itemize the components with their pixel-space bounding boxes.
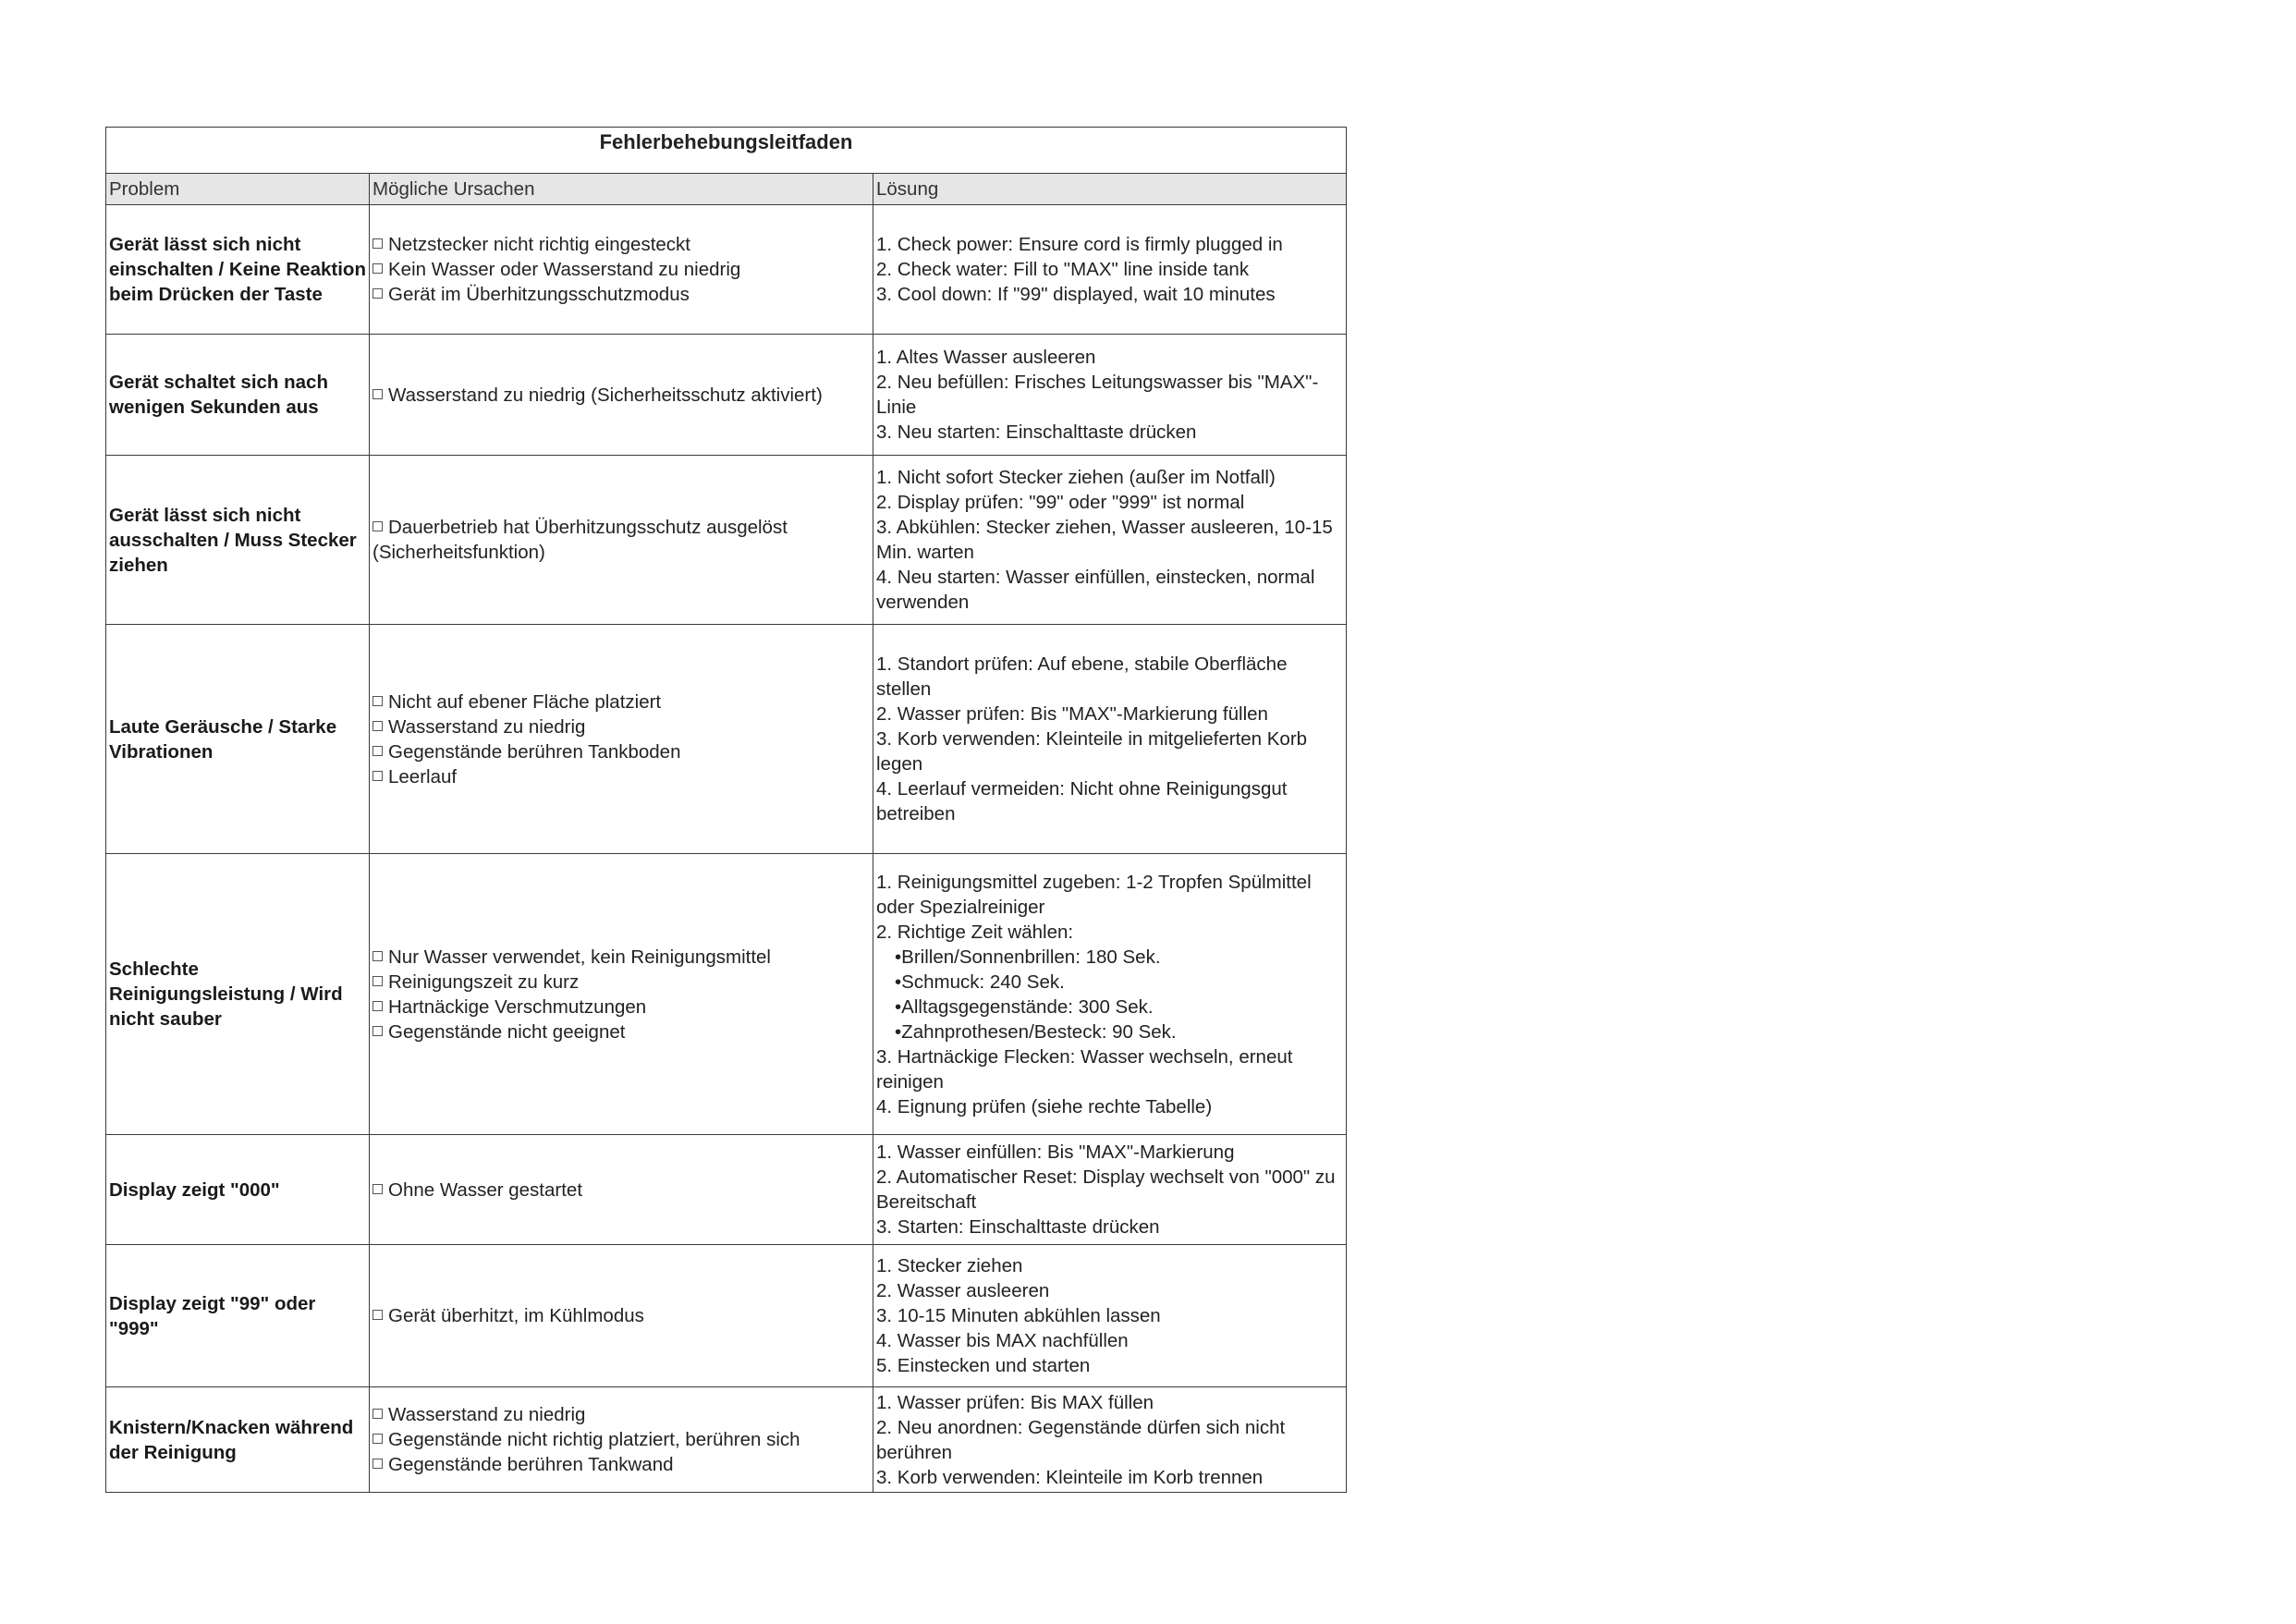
solution-step: 1. Wasser prüfen: Bis MAX füllen xyxy=(876,1391,1154,1413)
checkbox-square-icon xyxy=(372,238,383,249)
cause-text: Nicht auf ebener Fläche platziert xyxy=(388,690,662,713)
solution-cell xyxy=(873,1387,1347,1493)
checkbox-square-icon xyxy=(372,746,383,756)
table-row xyxy=(106,1387,1347,1493)
solution-cell xyxy=(873,205,1347,335)
problem-cell: Display zeigt "000" xyxy=(106,1135,370,1245)
causes-cell xyxy=(370,1387,873,1493)
solution-step: 4. Eignung prüfen (siehe rechte Tabelle) xyxy=(876,1095,1213,1117)
causes-cell xyxy=(370,625,873,854)
table-row xyxy=(106,854,1347,1135)
cause-text: Gerät im Überhitzungsschutzmodus xyxy=(388,284,690,305)
causes-cell xyxy=(370,1245,873,1387)
cause-text: Hartnäckige Verschmutzungen xyxy=(388,995,647,1018)
cause-text: Gegenstände berühren Tankwand xyxy=(388,1454,674,1475)
cause-item xyxy=(372,282,870,307)
cause-text: Nur Wasser verwendet, kein Reinigungsmittel xyxy=(388,946,771,968)
table-row xyxy=(106,625,1347,854)
cause-item xyxy=(372,515,870,565)
solution-cell xyxy=(873,1245,1347,1387)
troubleshooting-table xyxy=(105,127,1347,1493)
solution-step: •Brillen/Sonnenbrillen: 180 Sek. xyxy=(895,946,1161,968)
cause-item xyxy=(372,739,870,764)
solution-step: 3. Neu starten: Einschalttaste drücken xyxy=(876,421,1197,443)
causes-cell xyxy=(370,205,873,335)
cause-item xyxy=(372,1020,870,1044)
cause-item xyxy=(372,1402,870,1427)
cause-item xyxy=(372,764,870,789)
solution-step: •Schmuck: 240 Sek. xyxy=(895,971,1065,993)
table-row xyxy=(106,1245,1347,1387)
problem-cell: Display zeigt "99" oder "999" xyxy=(106,1245,370,1387)
solution-step: 4. Wasser bis MAX nachfüllen xyxy=(876,1330,1129,1351)
checkbox-square-icon xyxy=(372,951,383,961)
solution-step: 1. Stecker ziehen xyxy=(876,1255,1023,1276)
cause-item xyxy=(372,257,870,282)
cause-text: Dauerbetrieb hat Überhitzungsschutz ausgelöst (Sicherheitsfunktion) xyxy=(372,517,788,563)
checkbox-square-icon xyxy=(372,389,383,399)
solution-step: 2. Richtige Zeit wählen: xyxy=(876,921,1074,943)
cause-item xyxy=(372,714,870,739)
checkbox-square-icon xyxy=(372,288,383,299)
cause-item xyxy=(372,970,870,995)
problem-cell: Gerät schaltet sich nach wenigen Sekunden aus xyxy=(106,335,370,456)
cause-text: Gerät überhitzt, im Kühlmodus xyxy=(388,1305,644,1326)
cause-text: Wasserstand zu niedrig xyxy=(388,715,586,738)
checkbox-square-icon xyxy=(372,1434,383,1444)
table-row xyxy=(106,1135,1347,1245)
table-row xyxy=(106,205,1347,335)
solution-cell xyxy=(873,854,1347,1135)
table-row xyxy=(106,335,1347,456)
problem-cell: Laute Geräusche / Starke Vibrationen xyxy=(106,625,370,854)
solution-step: 3. Starten: Einschalttaste drücken xyxy=(876,1216,1160,1238)
problem-cell: Gerät lässt sich nicht ausschalten / Muss Stecker ziehen xyxy=(106,456,370,625)
checkbox-square-icon xyxy=(372,696,383,706)
solution-cell xyxy=(873,625,1347,854)
table-title: Fehlerbehebungsleitfaden xyxy=(106,128,1347,174)
solution-step: 1. Altes Wasser ausleeren xyxy=(876,347,1096,368)
problem-cell: Schlechte Reinigungsleistung / Wird nicht sauber xyxy=(106,854,370,1135)
checkbox-square-icon xyxy=(372,1459,383,1469)
solution-step: 1. Standort prüfen: Auf ebene, stabile Oberfläche stellen xyxy=(876,653,1288,700)
checkbox-square-icon xyxy=(372,1409,383,1419)
cause-item xyxy=(372,945,870,970)
header-row xyxy=(106,174,1347,205)
problem-cell: Gerät lässt sich nicht einschalten / Keine Reaktion beim Drücken der Taste xyxy=(106,205,370,335)
solution-step: 3. Korb verwenden: Kleinteile im Korb trennen xyxy=(876,1466,1264,1488)
solution-step: 3. 10-15 Minuten abkühlen lassen xyxy=(876,1305,1161,1326)
solution-step: •Zahnprothesen/Besteck: 90 Sek. xyxy=(895,1020,1177,1043)
checkbox-square-icon xyxy=(372,521,383,531)
solution-step: 1. Wasser einfüllen: Bis "MAX"-Markierung xyxy=(876,1142,1235,1163)
problem-cell: Knistern/Knacken während der Reinigung xyxy=(106,1387,370,1493)
cause-item xyxy=(372,383,870,408)
solution-step: 2. Wasser ausleeren xyxy=(876,1280,1050,1301)
cause-text: Leerlauf xyxy=(388,765,458,788)
title-row xyxy=(106,128,1347,174)
checkbox-square-icon xyxy=(372,721,383,731)
solution-step: 3. Abkühlen: Stecker ziehen, Wasser ausleeren, 10-15 Min. warten xyxy=(876,517,1333,563)
header-problem: Problem xyxy=(106,174,370,205)
checkbox-square-icon xyxy=(372,1184,383,1194)
cause-item xyxy=(372,1178,870,1203)
causes-cell xyxy=(370,854,873,1135)
solution-step: 2. Check water: Fill to "MAX" line inside tank xyxy=(876,259,1250,280)
cause-text: Wasserstand zu niedrig xyxy=(388,1404,586,1425)
solution-step: 5. Einstecken und starten xyxy=(876,1355,1091,1376)
cause-item xyxy=(372,232,870,257)
cause-text: Reinigungszeit zu kurz xyxy=(388,971,580,993)
table-row xyxy=(106,456,1347,625)
cause-item xyxy=(372,1452,870,1477)
causes-cell xyxy=(370,335,873,456)
checkbox-square-icon xyxy=(372,1026,383,1036)
solution-cell xyxy=(873,456,1347,625)
solution-step: 3. Cool down: If "99" displayed, wait 10 minutes xyxy=(876,284,1276,305)
header-causes: Mögliche Ursachen xyxy=(370,174,873,205)
solution-step: 1. Reinigungsmittel zugeben: 1-2 Tropfen Spülmittel oder Spezialreiniger xyxy=(876,871,1312,918)
cause-text: Netzstecker nicht richtig eingesteckt xyxy=(388,234,690,255)
solution-step: 1. Nicht sofort Stecker ziehen (außer im Notfall) xyxy=(876,467,1276,488)
cause-item xyxy=(372,995,870,1020)
cause-item xyxy=(372,1303,870,1328)
solution-step: 2. Wasser prüfen: Bis "MAX"-Markierung füllen xyxy=(876,703,1268,725)
cause-text: Wasserstand zu niedrig (Sicherheitsschutz aktiviert) xyxy=(388,384,823,406)
table-body xyxy=(106,205,1347,1493)
checkbox-square-icon xyxy=(372,1310,383,1320)
solution-step: 2. Neu anordnen: Gegenstände dürfen sich nicht berühren xyxy=(876,1416,1286,1463)
cause-item xyxy=(372,1427,870,1452)
solution-step: 2. Neu befüllen: Frisches Leitungswasser bis "MAX"-Linie xyxy=(876,372,1319,418)
causes-cell xyxy=(370,456,873,625)
header-solution: Lösung xyxy=(873,174,1347,205)
checkbox-square-icon xyxy=(372,771,383,781)
solution-cell xyxy=(873,335,1347,456)
solution-step: 2. Display prüfen: "99" oder "999" ist normal xyxy=(876,492,1245,513)
solution-step: 3. Hartnäckige Flecken: Wasser wechseln, erneut reinigen xyxy=(876,1045,1293,1093)
solution-step: 1. Check power: Ensure cord is firmly plugged in xyxy=(876,234,1283,255)
cause-text: Ohne Wasser gestartet xyxy=(388,1178,583,1201)
cause-text: Kein Wasser oder Wasserstand zu niedrig xyxy=(388,259,741,280)
checkbox-square-icon xyxy=(372,1001,383,1011)
cause-text: Gegenstände nicht geeignet xyxy=(388,1020,626,1043)
causes-cell xyxy=(370,1135,873,1245)
solution-step: 3. Korb verwenden: Kleinteile in mitgelieferten Korb legen xyxy=(876,728,1308,775)
solution-step: •Alltagsgegenstände: 300 Sek. xyxy=(895,995,1154,1018)
cause-text: Gegenstände nicht richtig platziert, berühren sich xyxy=(388,1429,800,1450)
checkbox-square-icon xyxy=(372,263,383,274)
cause-text: Gegenstände berühren Tankboden xyxy=(388,740,681,763)
solution-step: 4. Neu starten: Wasser einfüllen, einstecken, normal verwenden xyxy=(876,567,1315,613)
cause-item xyxy=(372,690,870,714)
checkbox-square-icon xyxy=(372,976,383,986)
solution-cell xyxy=(873,1135,1347,1245)
solution-step: 4. Leerlauf vermeiden: Nicht ohne Reinigungsgut betreiben xyxy=(876,778,1288,824)
solution-step: 2. Automatischer Reset: Display wechselt von "000" zu Bereitschaft xyxy=(876,1166,1336,1213)
